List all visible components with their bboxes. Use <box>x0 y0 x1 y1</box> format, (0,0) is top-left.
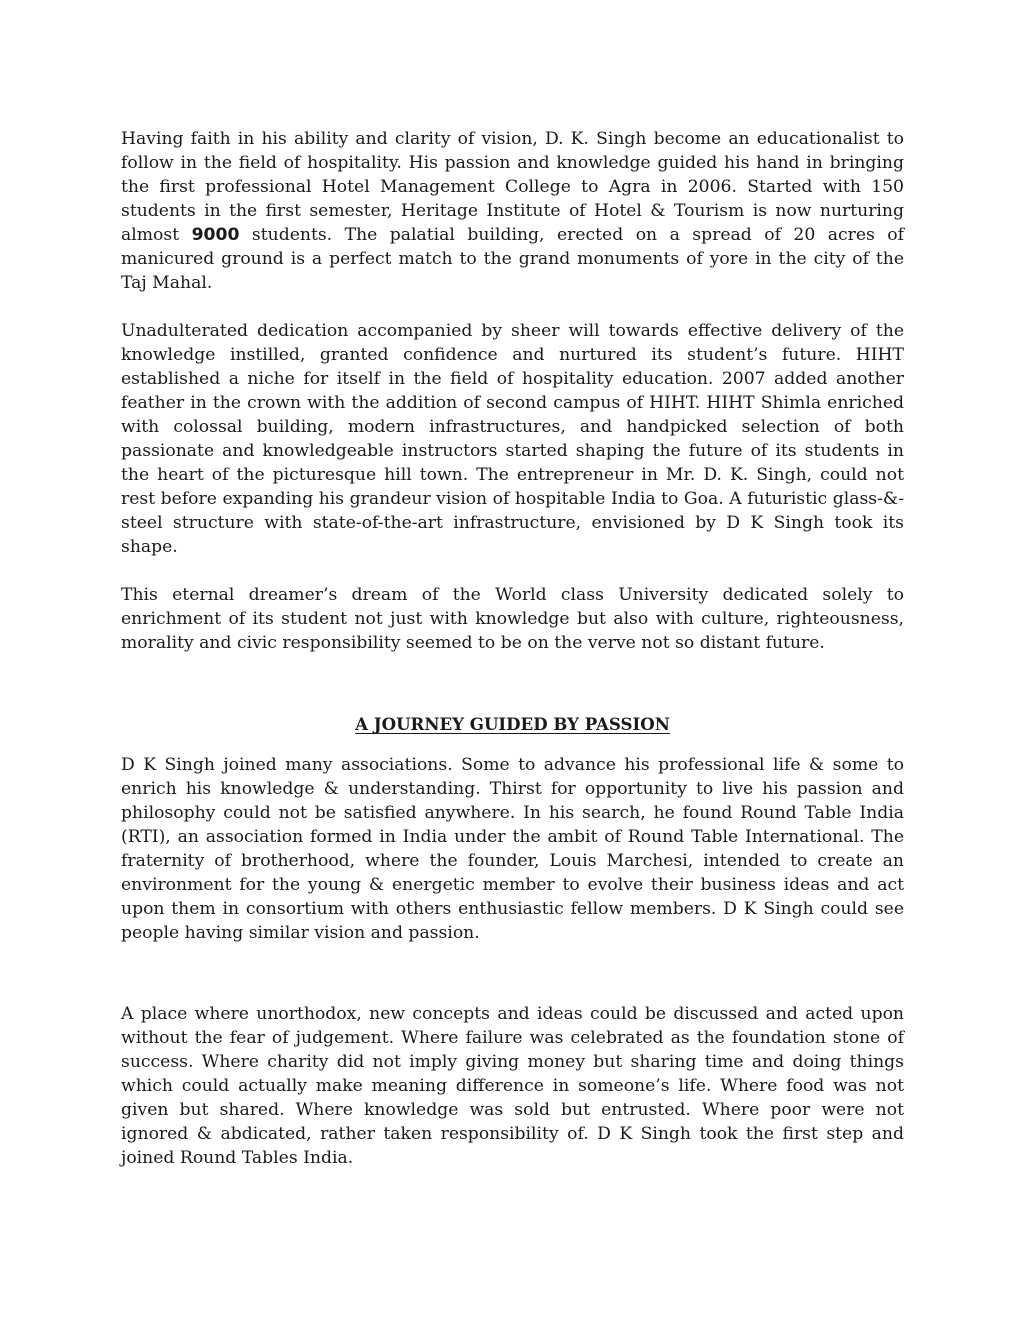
paragraph-2: Unadulterated dedication accompanied by sheer will towards effective delivery of the knowledge instilled, granted confidence and nurtured its student’s future. HIHT established a niche for itself in the field of hospitality education. 2007 added another feather in the crown with the addition of second campus of HIHT. HIHT Shimla enriched with colossal building, modern infrastructures, and handpicked selection of both passionate and knowledgeable instructors started shaping the future of its students in the heart of the picturesque hill town. The entrepreneur in Mr. D. K. Singh, could not rest before expanding his grandeur vision of hospitable India to Goa. A futuristic glass-&-steel structure with state-of-the-art infrastructure, envisioned by D K Singh took its shape. <box>121 321 904 557</box>
paragraph-4: D K Singh joined many associations. Some to advance his professional life & some to enrich his knowledge & understanding. Thirst for opportunity to live his passion and philosophy could not be satisfied anywhere. In his search, he found Round Table India (RTI), an association formed in India under the ambit of Round Table International. The fraternity of brotherhood, where the founder, Louis Marchesi, intended to create an environment for the young & energetic member to evolve their business ideas and act upon them in consortium with others enthusiastic fellow members. D K Singh could see people having similar vision and passion. <box>121 755 904 943</box>
paragraph-3: This eternal dreamer’s dream of the World class University dedicated solely to enrichment of its student not just with knowledge but also with culture, righteousness, morality and civic responsibility seemed to be on the verve not so distant future. <box>121 585 904 653</box>
paragraph-1-text-start: Having faith in his ability and clarity of vision, D. K. Singh become an educationalist to follow in the field of hospitality. His passion and knowledge guided his hand in bringing the first professional Hotel Management College to Agra in 2006. Started with 150 students in the first semester, Heritage Institute of Hotel & Tourism is now nurturing almost <box>121 129 904 245</box>
section-heading: A JOURNEY GUIDED BY PASSION <box>355 714 670 734</box>
paragraph-5: A place where unorthodox, new concepts and ideas could be discussed and acted upon without the fear of judgement. Where failure was celebrated as the foundation stone of success. Where charity did not imply giving money but sharing time and doing things which could actually make meaning difference in someone’s life. Where food was not given but shared. Where knowledge was sold but entrusted. Where poor were not ignored & abdicated, rather taken responsibility of. D K Singh took the first step and joined Round Tables India. <box>121 1004 904 1168</box>
paragraph-1 <box>121 127 904 295</box>
document-page <box>121 127 904 1170</box>
paragraph-1-text-end: students. The palatial building, erected on a spread of 20 acres of manicured ground is a perfect match to the grand monuments of yore in the city of the Taj Mahal. <box>121 225 904 293</box>
student-count: 9000 <box>191 225 240 245</box>
